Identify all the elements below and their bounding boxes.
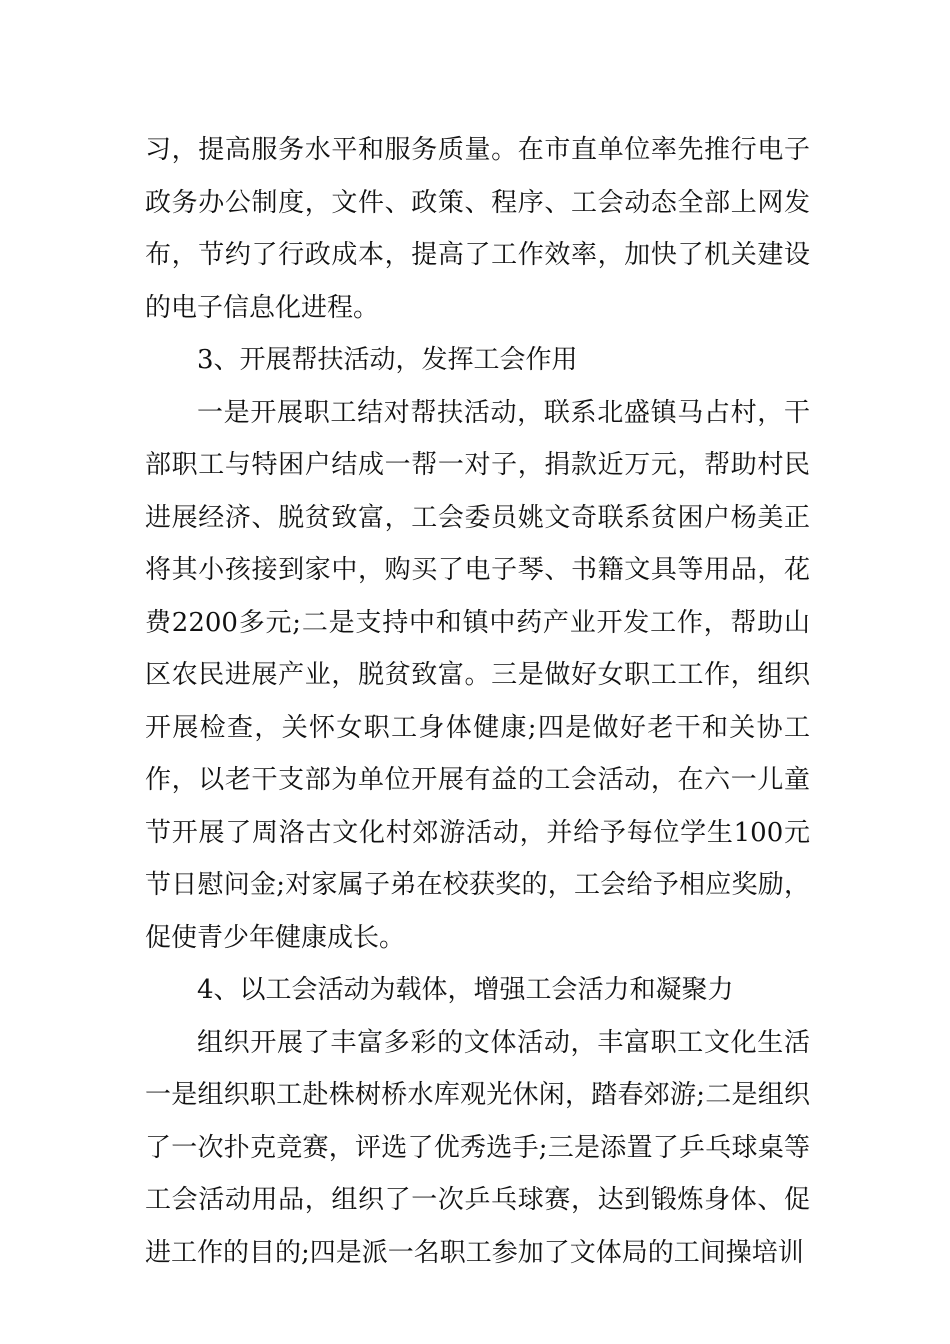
paragraph-cultural-activities: 组织开展了丰富多彩的文体活动，丰富职工文化生活一是组织职工赴株树桥水库观光休闲，踏春郊游;二是组织了一次扑克竞赛，评选了优秀选手;三是添置了乒乓球桌等工会活动用品，组织了一次乒乓球赛，达到锻炼身体、促进工作的目的;四是派一名职工参加了文体局的工间操培训 <box>145 1027 810 1268</box>
section-heading-3: 3、开展帮扶活动，发挥工会作用 <box>197 345 578 375</box>
paragraph-assistance-activities: 一是开展职工结对帮扶活动，联系北盛镇马占村，干部职工与特困户结成一帮一对子，捐款近万元，帮助村民进展经济、脱贫致富，工会委员姚文奇联系贫困户杨美正将其小孩接到家中，购买了电子琴、书籍文具等用品，花费2200多元;二是支持中和镇中药产业开发工作，帮助山区农民进展产业，脱贫致富。三是做好女职工工作，组织开展检查，关怀女职工身体健康;四是做好老干和关协工作，以老干支部为单位开展有益的工会活动，在六一儿童节开展了周洛古文化村郊游活动，并给予每位学生100元节日慰问金;对家属子弟在校获奖的，工会给予相应奖励，促使青少年健康成长。 <box>145 397 810 953</box>
section-heading-4: 4、以工会活动为载体，增强工会活力和凝聚力 <box>197 975 734 1005</box>
document-body <box>145 124 810 1279</box>
paragraph-continuation: 习，提高服务水平和服务质量。在市直单位率先推行电子政务办公制度，文件、政策、程序、工会动态全部上网发布，节约了行政成本，提高了工作效率，加快了机关建设的电子信息化进程。 <box>145 135 810 323</box>
